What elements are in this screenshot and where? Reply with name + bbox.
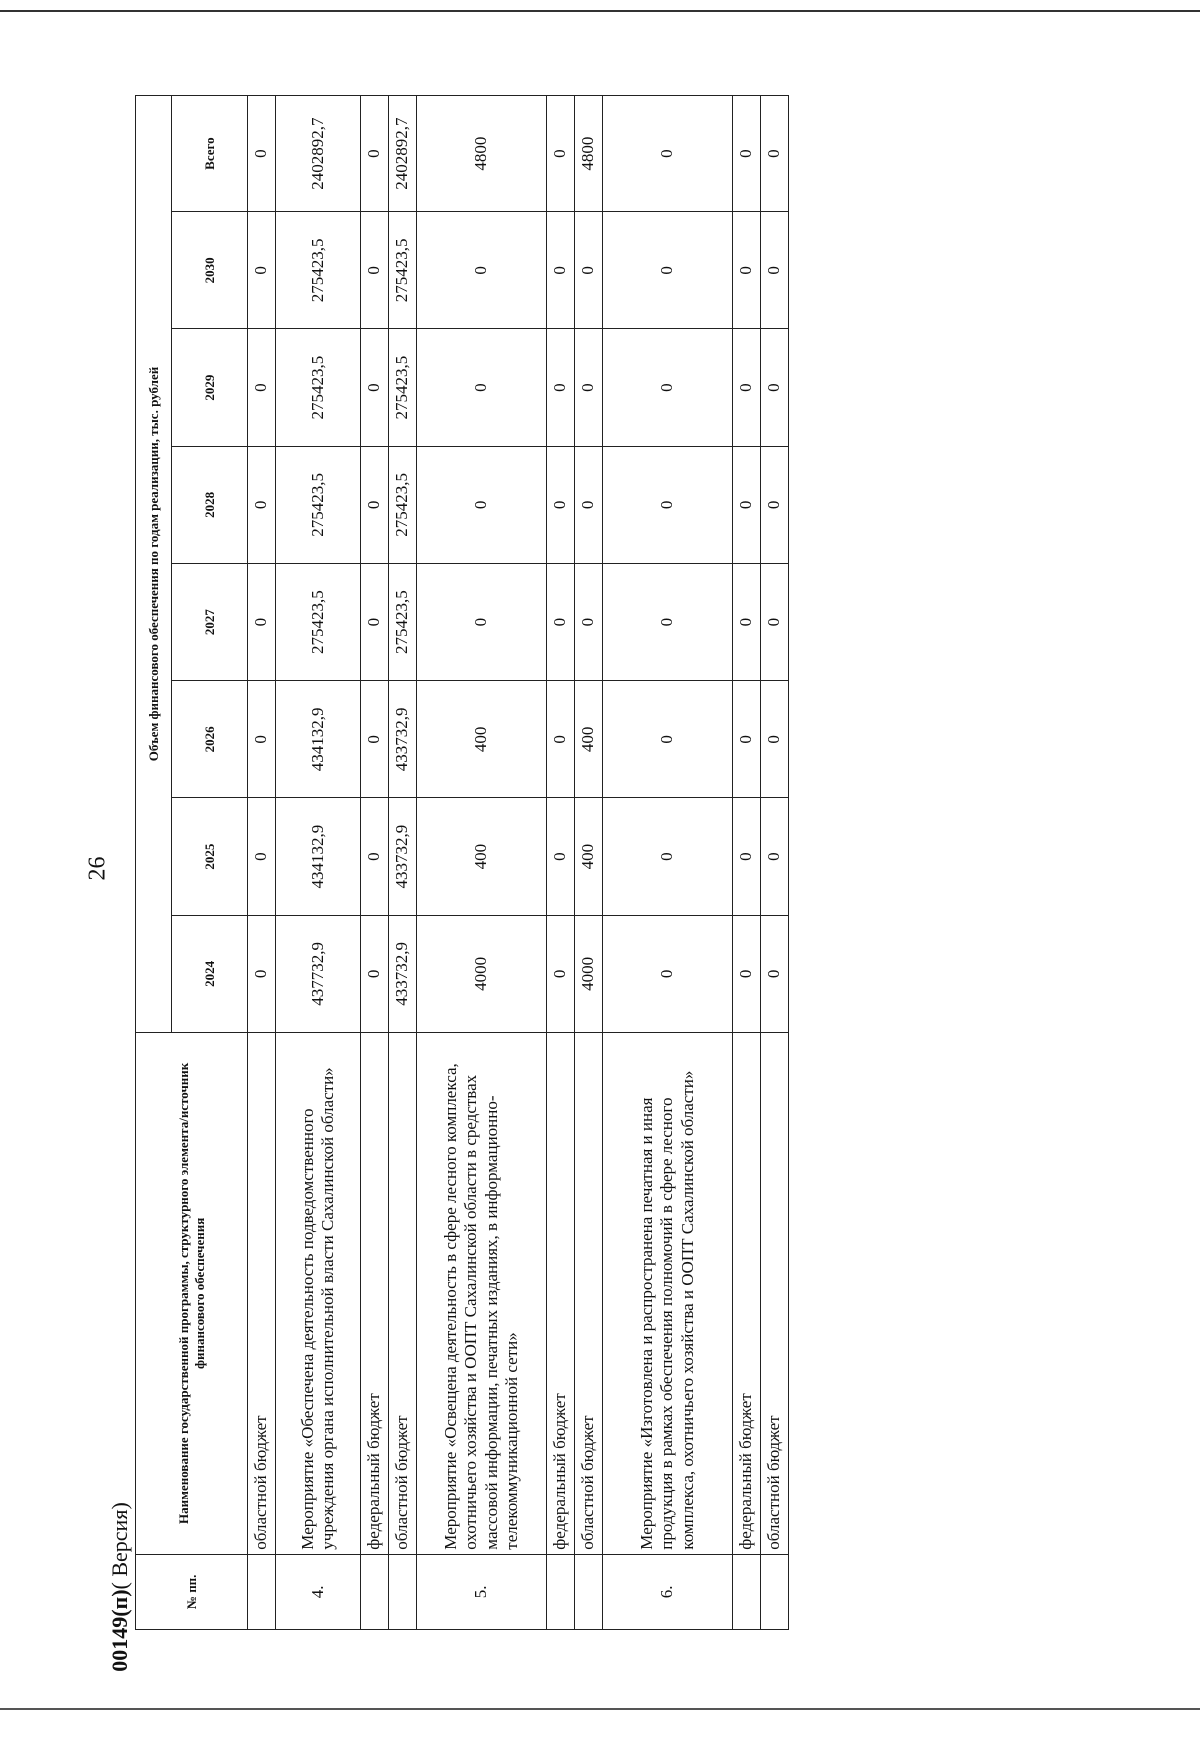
table-row [603, 96, 733, 1630]
row-number [248, 1554, 276, 1629]
year-value-cell: 0 [733, 212, 761, 329]
year-value-cell: 0 [361, 446, 389, 563]
total-value-cell: 2402892,7 [276, 96, 361, 212]
year-value-cell: 0 [361, 329, 389, 446]
year-value-cell: 0 [733, 798, 761, 915]
year-value-cell: 0 [248, 212, 276, 329]
document-code [107, 1437, 133, 1737]
year-value-cell: 0 [248, 681, 276, 798]
year-value-cell: 0 [761, 329, 789, 446]
total-value-cell: 4800 [417, 96, 547, 212]
year-value-cell: 0 [248, 798, 276, 915]
header-name: Наименование государственной программы, структурного элемента/источник финансового обеспечения [136, 1032, 248, 1554]
total-value-cell: 0 [733, 96, 761, 212]
table-row [389, 96, 417, 1630]
total-value-cell: 0 [547, 96, 575, 212]
year-value-cell: 0 [761, 212, 789, 329]
total-value-cell: 0 [761, 96, 789, 212]
row-name: федеральный бюджет [733, 1032, 761, 1554]
year-value-cell: 0 [248, 563, 276, 680]
table-row [575, 96, 603, 1630]
header-year: 2024 [172, 915, 248, 1032]
year-value-cell: 0 [417, 212, 547, 329]
table-row [761, 96, 789, 1630]
year-value-cell: 275423,5 [389, 329, 417, 446]
year-value-cell: 0 [761, 915, 789, 1032]
year-value-cell: 0 [248, 329, 276, 446]
year-value-cell: 0 [603, 563, 733, 680]
year-value-cell: 0 [361, 681, 389, 798]
row-number [547, 1554, 575, 1629]
document-code-main: 00149(п) [107, 1589, 132, 1672]
year-value-cell: 0 [547, 329, 575, 446]
row-number: 5. [417, 1554, 547, 1629]
year-value-cell: 0 [733, 563, 761, 680]
year-value-cell: 0 [761, 563, 789, 680]
year-value-cell: 0 [733, 446, 761, 563]
row-name: Мероприятие «Изготовлена и распространена печатная и иная продукция в рамках обеспечения полномочий в сфере лесного комплекса, охотничьего хозяйства и ООПТ Сахалинской области» [603, 1032, 733, 1554]
header-year: 2025 [172, 798, 248, 915]
row-number [361, 1554, 389, 1629]
table-row [361, 96, 389, 1630]
year-value-cell: 0 [575, 563, 603, 680]
total-value-cell: 4800 [575, 96, 603, 212]
row-name: Мероприятие «Обеспечена деятельность подведомственного учреждения органа исполнительной власти Сахалинской области» [276, 1032, 361, 1554]
total-value-cell: 0 [361, 96, 389, 212]
table-body [248, 96, 789, 1630]
year-value-cell: 0 [361, 563, 389, 680]
header-total: Всего [172, 96, 248, 212]
year-value-cell: 400 [575, 681, 603, 798]
year-value-cell: 0 [761, 798, 789, 915]
header-year: 2027 [172, 563, 248, 680]
year-value-cell: 0 [547, 798, 575, 915]
year-value-cell: 0 [547, 681, 575, 798]
year-value-cell: 0 [761, 446, 789, 563]
year-value-cell: 400 [575, 798, 603, 915]
year-value-cell: 4000 [575, 915, 603, 1032]
finance-table [135, 95, 789, 1630]
year-value-cell: 0 [417, 446, 547, 563]
year-value-cell: 434132,9 [276, 681, 361, 798]
year-value-cell: 437732,9 [276, 915, 361, 1032]
header-year: 2028 [172, 446, 248, 563]
row-number: 6. [603, 1554, 733, 1629]
header-year: 2029 [172, 329, 248, 446]
year-value-cell: 0 [603, 681, 733, 798]
finance-table-wrapper [135, 95, 784, 1630]
row-number [575, 1554, 603, 1629]
year-value-cell: 0 [361, 798, 389, 915]
table-row [276, 96, 361, 1630]
year-value-cell: 433732,9 [389, 681, 417, 798]
year-value-cell: 0 [547, 446, 575, 563]
year-value-cell: 0 [248, 915, 276, 1032]
row-name: федеральный бюджет [547, 1032, 575, 1554]
row-name: Мероприятие «Освещена деятельность в сфере лесного комплекса, охотничьего хозяйства и ООПТ Сахалинской области в средствах массовой информации, печатных изданиях, в информационно-телекоммуникационной сети» [417, 1032, 547, 1554]
year-value-cell: 0 [547, 212, 575, 329]
year-value-cell: 0 [603, 798, 733, 915]
year-value-cell: 433732,9 [389, 915, 417, 1032]
total-value-cell: 0 [603, 96, 733, 212]
row-number [733, 1554, 761, 1629]
year-value-cell: 0 [603, 329, 733, 446]
year-value-cell: 275423,5 [276, 212, 361, 329]
top-rule [0, 10, 1200, 12]
year-value-cell: 0 [417, 563, 547, 680]
header-volume: Объем финансового обеспечения по годам реализации, тыс. рублей [136, 96, 172, 1033]
row-number: 4. [276, 1554, 361, 1629]
year-value-cell: 0 [575, 212, 603, 329]
table-row [733, 96, 761, 1630]
year-value-cell: 275423,5 [389, 446, 417, 563]
year-value-cell: 0 [417, 329, 547, 446]
year-value-cell: 275423,5 [389, 563, 417, 680]
year-value-cell: 400 [417, 681, 547, 798]
header-num: № пп. [136, 1554, 248, 1629]
page-number: 26 [84, 856, 111, 881]
year-value-cell: 433732,9 [389, 798, 417, 915]
row-name: областной бюджет [389, 1032, 417, 1554]
year-value-cell: 275423,5 [276, 446, 361, 563]
bottom-rule [0, 1708, 1200, 1710]
row-name: областной бюджет [575, 1032, 603, 1554]
year-value-cell: 0 [575, 446, 603, 563]
year-value-cell: 0 [547, 563, 575, 680]
year-value-cell: 0 [361, 915, 389, 1032]
year-value-cell: 4000 [417, 915, 547, 1032]
row-name: областной бюджет [761, 1032, 789, 1554]
row-number [761, 1554, 789, 1629]
year-value-cell: 0 [733, 329, 761, 446]
year-value-cell: 0 [733, 681, 761, 798]
year-value-cell: 275423,5 [276, 563, 361, 680]
table-row [248, 96, 276, 1630]
year-value-cell: 0 [603, 915, 733, 1032]
year-value-cell: 275423,5 [389, 212, 417, 329]
year-value-cell: 0 [603, 212, 733, 329]
year-value-cell: 0 [603, 446, 733, 563]
year-value-cell: 0 [248, 446, 276, 563]
header-year: 2030 [172, 212, 248, 329]
table-row [417, 96, 547, 1630]
year-value-cell: 400 [417, 798, 547, 915]
row-name: областной бюджет [248, 1032, 276, 1554]
total-value-cell: 2402892,7 [389, 96, 417, 212]
year-value-cell: 0 [761, 681, 789, 798]
header-year: 2026 [172, 681, 248, 798]
year-value-cell: 0 [733, 915, 761, 1032]
table-row [547, 96, 575, 1630]
document-code-version: ( Версия) [107, 1502, 132, 1590]
year-value-cell: 0 [361, 212, 389, 329]
row-number [389, 1554, 417, 1629]
row-name: федеральный бюджет [361, 1032, 389, 1554]
year-value-cell: 275423,5 [276, 329, 361, 446]
year-value-cell: 0 [547, 915, 575, 1032]
year-value-cell: 0 [575, 329, 603, 446]
total-value-cell: 0 [248, 96, 276, 212]
year-value-cell: 434132,9 [276, 798, 361, 915]
